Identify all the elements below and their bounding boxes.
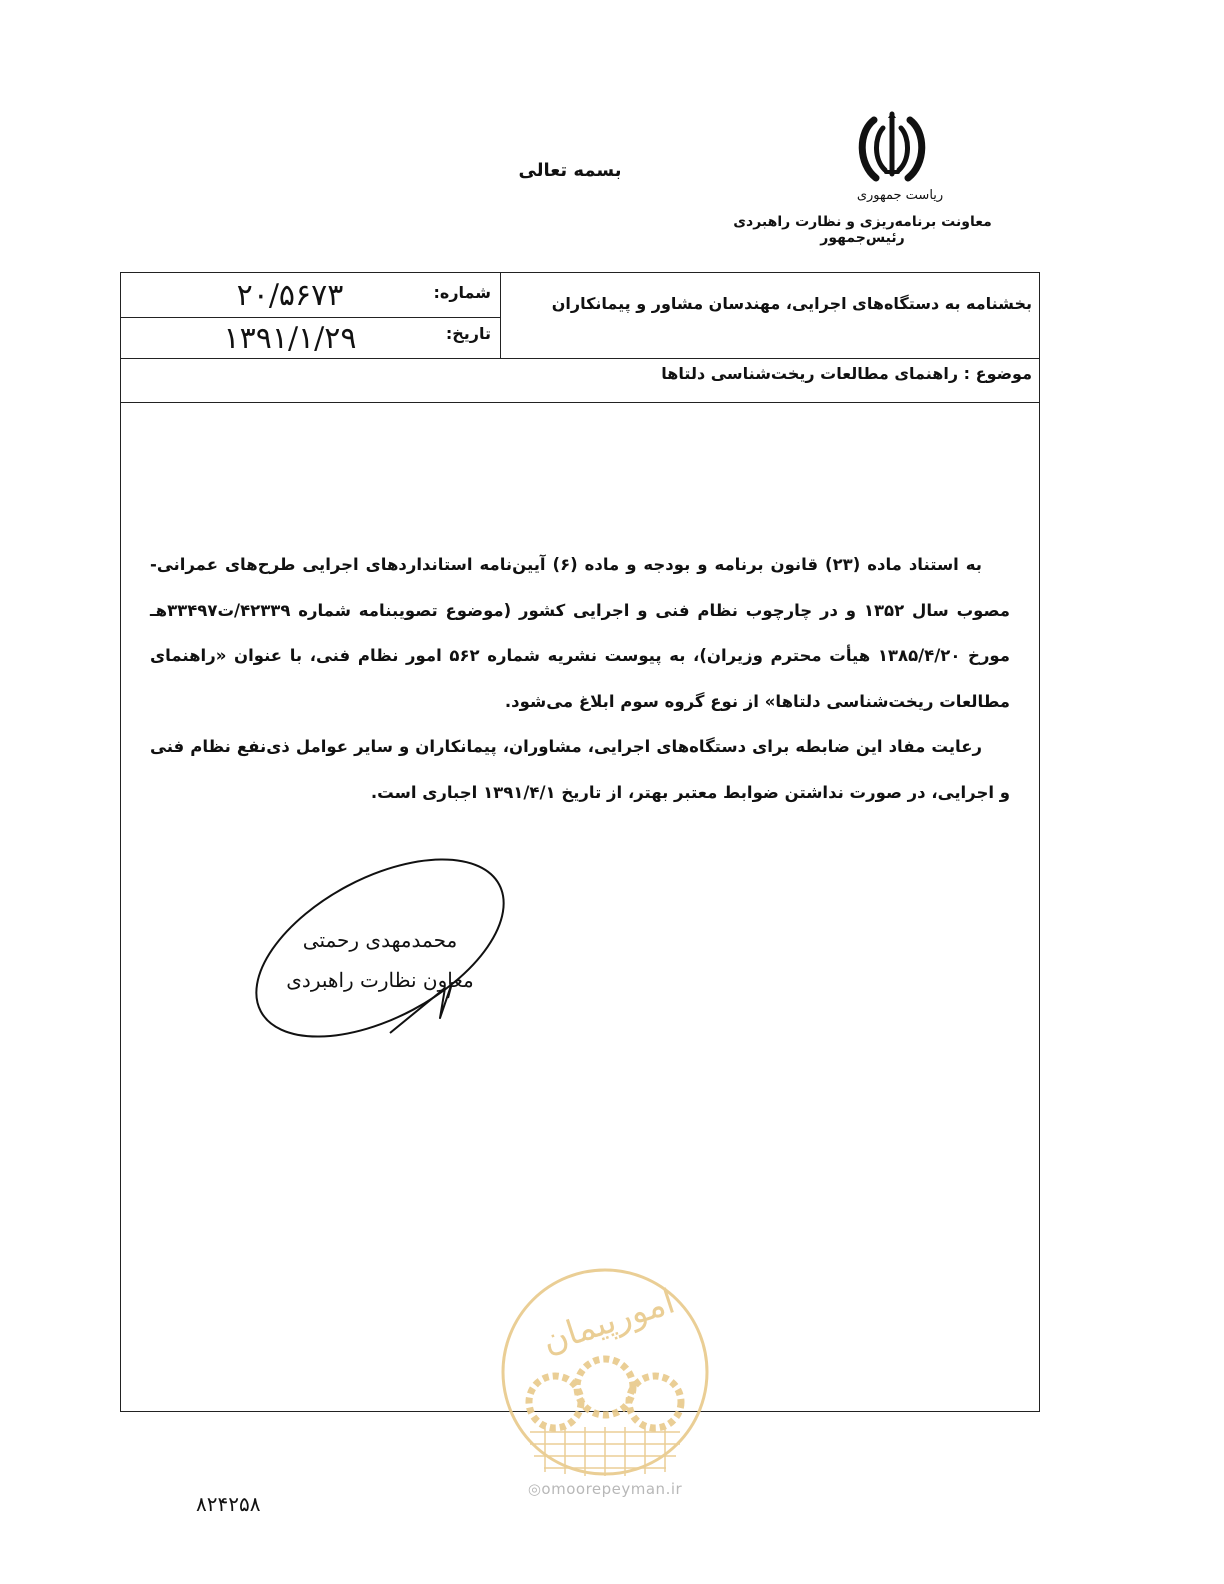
letter-frame [120, 272, 1040, 1412]
watermark-url: ◎omoorepeyman.ir [527, 1480, 683, 1498]
date-label: تاریخ: [445, 324, 491, 343]
recipients: بخشنامه به دستگاه‌های اجرایی، مهندسان مشاور و پیمانکاران [551, 294, 1032, 313]
date-value: ۱۳۹۱/۱/۲۹ [223, 321, 357, 356]
number-label: شماره: [433, 283, 491, 302]
org-line-1: ریاست جمهوری [856, 188, 944, 203]
number-value: ۲۰/۵۶۷۳ [236, 278, 344, 313]
signatory-title: معاون نظارت راهبردی [286, 968, 474, 992]
watermark-logo-text: امورپیمان [537, 1281, 680, 1362]
document-number: ۸۲۴۲۵۸ [196, 1492, 261, 1516]
signatory-name: محمدمهدی رحمتی [302, 928, 458, 952]
meta-divider [500, 272, 501, 358]
header-divider [120, 358, 1040, 359]
subject-divider [120, 402, 1040, 403]
watermark-logo [500, 1262, 710, 1482]
letter-body [150, 542, 1010, 815]
body-paragraph-2: رعایت مفاد این ضابطه برای دستگاه‌های اجرایی، مشاوران، پیمانکاران و سایر عوامل ذی‌نفع نظام فنی و اجرایی، در صورت نداشتن ضوابط معتبر بهتر، از تاریخ ۱۳۹۱/۴/۱ اجباری است. [150, 737, 1010, 802]
at-icon: ◎ [527, 1480, 542, 1498]
subject: موضوع : راهنمای مطالعات ریخت‌شناسی دلتاها [661, 364, 1032, 383]
org-line-2: معاونت برنامه‌ریزی و نظارت راهبردی رئیس‌جمهور [733, 214, 992, 246]
number-date-divider [120, 317, 500, 318]
body-paragraph-1: به استناد ماده (۲۳) قانون برنامه و بودجه و ماده (۶) آیین‌نامه استانداردهای اجرایی طرح‌های عمرانی- مصوب سال ۱۳۵۲ و در چارچوب نظام فنی و اجرایی کشور (موضوع تصویبنامه شماره ۴۲۳۳۹/ت۳۳۴۹۷هـ مورخ ۱۳۸۵/۴/۲۰ هیأت محترم وزیران)، به پیوست نشریه شماره ۵۶۲ امور نظام فنی، با عنوان «راهنمای مطالعات ریخت‌شناسی دلتاها» از نوع گروه سوم ابلاغ می‌شود. [150, 555, 1010, 711]
basmala: بسمه تعالی [518, 160, 622, 181]
iran-emblem-icon [852, 108, 932, 188]
